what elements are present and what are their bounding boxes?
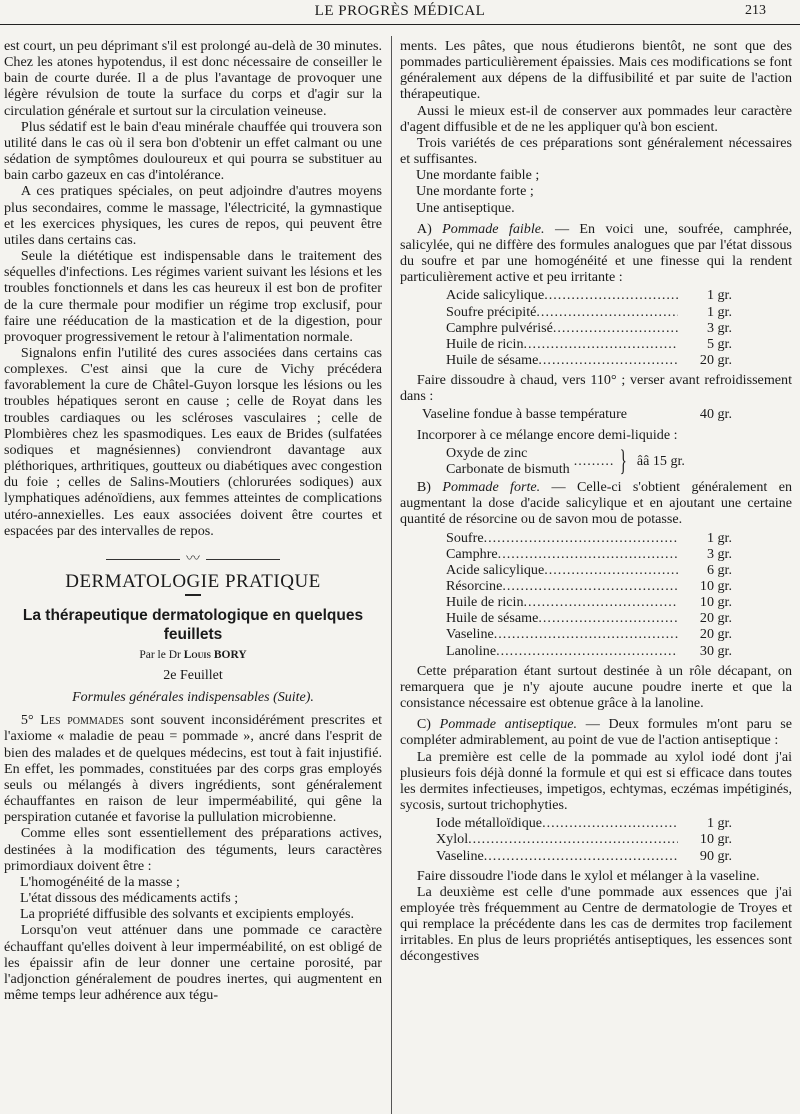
recipe-row [400, 352, 792, 368]
recipe-row [400, 562, 792, 578]
paragraph: Plus sédatif est le bain d'eau minérale chauffée qui trouvera son utilité dans le cas où il sera bon d'obtenir un effet calmant ou une sédation de symptômes douloureux et qui pourra se substituer au bain carbo gazeux en cas d'intolérance. [4, 118, 382, 184]
quantity: 20 gr. [699, 351, 732, 368]
quantity: 20 gr. [699, 610, 732, 627]
paragraph: A ces pratiques spéciales, on peut adjoindre d'autres moyens plus secondaires, comme le massage, l'électricité, la gymnastique et les exercices physiques, les cures de repos, qui peuvent être utiles dans certains cas. [4, 183, 382, 248]
section-title: DERMATOLOGIE PRATIQUE [65, 570, 321, 592]
wave-ornament-icon: 〰 [186, 551, 200, 567]
section-label: B) [416, 479, 431, 496]
paragraph: Aussi le mieux est-il de conserver aux pommades leur caractère d'agent diffusible et de ne les appliquer qu'à bon escient. [400, 102, 792, 135]
recipe-row [400, 320, 792, 336]
quantity: 3 gr. [706, 545, 732, 562]
recipe-row [400, 546, 792, 562]
title-rule [185, 594, 201, 596]
paragraph-body: — En voici une, soufrée, camphrée, salicylée, qui ne diffère des formules analogues que par l'état dissous du soufre et par une homogénéité et une finesse qui la rendent particulièrement active et peu irritante : [400, 220, 792, 286]
ingredient: Carbonate de bismuth [446, 460, 570, 477]
ingredient: Soufre [446, 529, 484, 546]
list-item: Une antiseptique. [416, 199, 515, 216]
feuillet-label: 2e Feuillet [163, 668, 223, 683]
recipe-row [400, 610, 792, 626]
quantity: 90 gr. [699, 847, 732, 864]
separator-line [206, 559, 280, 560]
journal-title: LE PROGRÈS MÉDICAL [314, 3, 486, 19]
paragraph-body: — Celle-ci s'obtient généralement en augmentant la dose d'acide salicylique et en ajoutant une certaine quantité de résorcine ou de savon mou de potasse. [400, 479, 792, 528]
ingredient: Huile de ricin [446, 335, 524, 352]
lead-in: 5° Les pommades [20, 712, 124, 729]
paragraph: Comme elles sont essentiellement des préparations actives, destinées à la modification des téguments, leurs caractères primordiaux doivent être : [4, 825, 382, 874]
recipe-row [400, 643, 792, 659]
list-item: L'état dissous des médicaments actifs ; [20, 890, 239, 907]
ingredient: Lanoline [446, 642, 497, 659]
paragraph: Cette préparation étant surtout destinée à un rôle décapant, on remarquera que je n'y ajoute aucune poudre inerte et que la consistance nécessaire est obtenue grâce à la lanoline. [400, 662, 792, 712]
list-item: La propriété diffusible des solvants et excipients employés. [20, 906, 354, 923]
paragraph [400, 221, 792, 286]
recipe-row [400, 530, 792, 546]
column-divider [391, 36, 392, 1114]
ingredient: Iode métalloïdique [436, 815, 543, 832]
paragraph [4, 712, 382, 825]
quantity: 3 gr. [706, 319, 732, 336]
byline-prefix: Par le Dr [139, 648, 181, 661]
recipe-b [400, 530, 792, 659]
paragraph: Trois variétés de ces préparations sont généralement nécessaires et suffisantes. [400, 134, 792, 168]
quantity: 1 gr. [706, 529, 732, 546]
recipe-row [400, 848, 792, 864]
brace-group: Oxyde de zinc Carbonate de bismuth ......... } ââ 15 gr. [446, 443, 685, 477]
section-heading: Pommade faible. [442, 220, 545, 237]
page-number: 213 [745, 3, 766, 18]
paragraph: Faire dissoudre à chaud, vers 110° ; verser avant refroidissement dans : [400, 372, 792, 405]
recipe-row [400, 815, 792, 831]
left-column [4, 38, 382, 1003]
ingredient: Huile de sésame [446, 610, 539, 627]
paragraph [400, 716, 792, 748]
paragraph: ments. Les pâtes, que nous étudierons bientôt, ne sont que des pommades particulièrement épaissies. Mais ces modifications se font généralement aux dépens de la diffusibilité et par suite de l'action thérapeutique. [400, 38, 792, 103]
brace-icon: } [620, 443, 628, 477]
recipe-row [400, 304, 792, 320]
recipe-row [400, 578, 792, 594]
quantity: 1 gr. [706, 287, 732, 304]
quantity: 20 gr. [699, 626, 732, 643]
recipe-row [400, 406, 792, 422]
article-subtitle: Formules générales indispensables (Suite). [72, 690, 314, 706]
quantity: 6 gr. [706, 561, 732, 578]
recipe-row [400, 626, 792, 642]
ingredient: Oxyde de zinc [446, 444, 528, 461]
quantity: 10 gr. [699, 594, 732, 611]
quantity: 40 gr. [699, 406, 732, 423]
ingredient: Camphre pulvérisé [446, 319, 553, 336]
recipe-row [400, 287, 792, 303]
ingredient: Huile de ricin [446, 594, 524, 611]
recipe-row [400, 831, 792, 847]
section-separator [4, 551, 382, 568]
paragraph-body: sont souvent inconsidérément prescrites et l'axiome « maladie de peau = pommade », ancré dans l'esprit de bien des malades et de quelques médecins, est tout à fait injustifié. En effet, les pommades, constituées par des corps gras employés seuls ou mélangés à divers ingrédients, sont généralement échauffantes en raison de leur imperméabilité, qui gêne la perspiration cutanée et favorise la pullulation microbienne. [4, 712, 382, 826]
article-title: La thérapeutique dermatologique en quelques feuillets [22, 606, 364, 643]
quantity: 30 gr. [699, 642, 732, 659]
recipe-vaseline [400, 406, 792, 422]
byline [4, 647, 382, 663]
recipe-c [400, 815, 792, 863]
section-label: C) [416, 716, 431, 733]
quantity: 1 gr. [706, 815, 732, 832]
paragraph: Signalons enfin l'utilité des cures associées dans certains cas complexes. C'est ainsi que la cure de Vichy précédera favorablement la cure de Châtel-Guyon lorsque les lésions ou les troubles hépatiques seront en cause ; celle de Royat dans les troubles cardiaques ou les scléroses vasculaires ; celle de Plombières chez les spasmodiques. Les eaux de Brides (sulfatées sodiques et magnésiennes) conviendront davantage aux pléthoriques, arthritiques, goutteux ou diabétiques avec congestion du foie ; celles de Salins-Moutiers (chlorurées sodiques) aux lymphatiques adénoïdiens, aux femmes atteintes de complications utéro-annexielles. Les eaux associées doivent être courtes et espacées par des intervalles de repos. [4, 344, 382, 539]
paragraph-body: — Deux formules m'ont paru se compléter admirablement, au point de vue de l'action antiseptique : [400, 716, 792, 749]
list-item: Une mordante faible ; [416, 167, 540, 184]
list-item: L'homogénéité de la masse ; [20, 873, 180, 890]
section-heading: Pommade forte. [442, 479, 541, 496]
quantity: 10 gr. [699, 578, 732, 594]
recipe-row [400, 594, 792, 610]
paragraph: La première est celle de la pommade au xylol iodé dont j'ai plusieurs fois déjà donné la formule et qui est si efficace dans toutes les dermites infectieuses, impetigos, echtymas, eczémas impétiginés, sycosis, surtout trichophyties. [400, 748, 792, 814]
quantity: 5 gr. [706, 335, 732, 352]
ingredient: Résorcine [446, 578, 503, 594]
author-name: Louis BORY [183, 648, 247, 661]
separator-line [106, 559, 180, 560]
paragraph: Faire dissoudre l'iode dans le xylol et mélanger à la vaseline. [416, 867, 760, 884]
quantity: 10 gr. [699, 831, 732, 848]
ingredient: Huile de sésame [446, 351, 539, 368]
ingredient: Vaseline fondue à basse température [422, 406, 628, 423]
paragraph: Incorporer à ce mélange encore demi-liquide : [416, 426, 678, 443]
quantity: 1 gr. [706, 303, 732, 320]
section-heading: Pommade antiseptique. [439, 716, 578, 733]
quantity: ââ 15 gr. [636, 452, 685, 469]
paragraph: Lorsqu'on veut atténuer dans une pommade ce caractère échauffant qu'elles doivent à leur imperméabilité, on est obligé de les épaissir afin de leur donner une certaine porosité, par l'adjonction généralement de poudres inertes, qui augmentent en même temps leur adhérence aux tégu- [4, 922, 382, 1003]
paragraph: La deuxième est celle d'une pommade aux essences que j'ai employée très fréquemment au Centre de dermatologie de Troyes et qui remplace la précédente dans les cas de dermites trop facilement irritables. En plus de leurs propriétés antiseptiques, les essences sont décongestives [400, 883, 792, 965]
page-header [0, 0, 800, 25]
section-label: A) [416, 220, 432, 237]
ingredient: Camphre [446, 545, 498, 562]
recipe-a [400, 287, 792, 368]
ingredient: Soufre précipité [446, 303, 537, 320]
ingredient: Vaseline [446, 626, 494, 643]
ingredient: Xylol [436, 831, 469, 848]
list-item: Une mordante forte ; [416, 183, 534, 200]
recipe-row [400, 336, 792, 352]
ingredient: Acide salicylique [446, 561, 545, 578]
paragraph: Seule la diététique est indispensable dans le traitement des séquelles d'infections. Les régimes varient suivant les lésions et les troubles fonctionnels et dans les cas heureux il est bon de profiter de la cure thermale pour modifier un régime trop exclusif, pour faire une rééducation de la mastication et de la digestion, pour provoquer progressivement le retour à l'alimentation normale. [4, 248, 382, 345]
right-column [400, 38, 792, 965]
ingredient: Acide salicylique [446, 287, 545, 304]
ingredient: Vaseline [436, 847, 484, 864]
paragraph: est court, un peu déprimant s'il est prolongé au-delà de 30 minutes. Chez les atones hypotendus, il est donc nécessaire de conseiller le bain de courte durée. Il a de plus l'avantage de provoquer une légère révulsion de toute la surface du corps et d'agir sur la circulation générale et surtout sur la circulation veineuse. [4, 38, 382, 119]
paragraph [400, 479, 792, 527]
